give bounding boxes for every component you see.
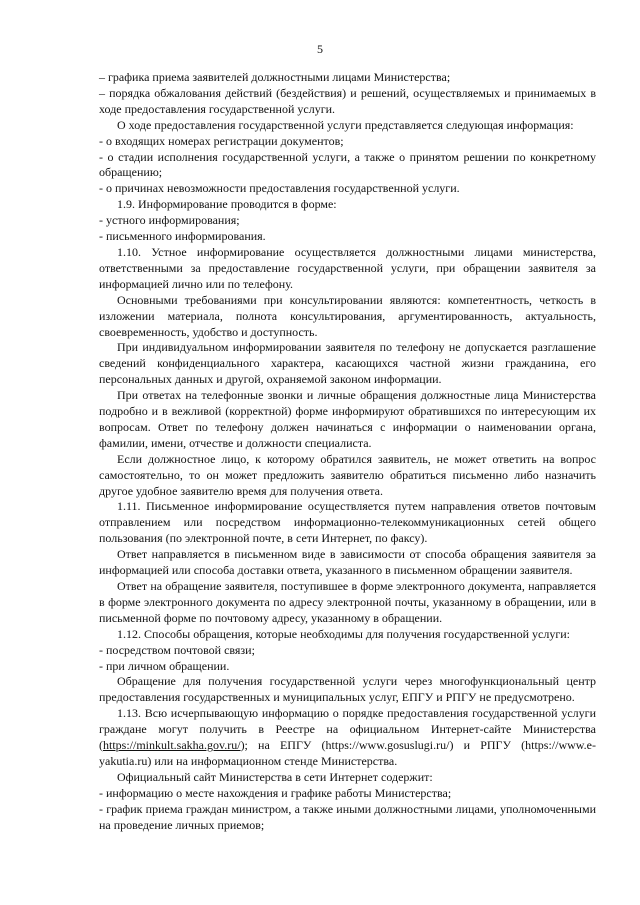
paragraph-1-9: 1.9. Информирование проводится в форме:	[117, 197, 337, 212]
paragraph-phone-answers: При ответах на телефонные звонки и личные обращения должностные лица Министерства подробно и в вежливой (корректной) форме информируют обратившихся по интересующим их вопросам. Ответ по телефону должен начинаться с информации о наименовании органа, фамилии, имени, отчестве и должности специалиста.	[99, 388, 596, 450]
paragraph-consulting-requirements: Основными требованиями при консультировании являются: компетентность, четкость в изложении материала, полнота консультирования, аргументированность, актуальность, своевременность, удобство и доступность.	[99, 292, 596, 339]
paragraph-electronic-response: Ответ на обращение заявителя, поступившее в форме электронного документа, направляется в форме электронного документа по адресу электронной почты, указанному в обращении, или в письменной форме по почтовому адресу, указанному в обращении.	[99, 579, 596, 625]
list-item-registration-numbers: - о входящих номерах регистрации документов;	[99, 133, 344, 148]
paragraph-1-12: 1.12. Способы обращения, которые необходимы для получения государственной услуги:	[117, 626, 570, 641]
ministry-website-link[interactable]: https://minkult.sakha.gov.ru/	[103, 738, 241, 753]
list-item-personal: - при личном обращении.	[99, 658, 230, 673]
paragraph-1-13	[99, 706, 596, 770]
paragraph-1-11: 1.11. Письменное информирование осуществляется путем направления ответов почтовым отправлением или посредством информационно-телекоммуникационных сетей общего пользования (по электронной почте, в сети Интернет, по факсу).	[99, 499, 596, 546]
bullet-schedule-reception: – графика приема заявителей должностными лицами Министерства;	[99, 70, 451, 84]
paragraph-1-10: 1.10. Устное информирование осуществляется должностными лицами министерства, ответственными за предоставление государственной услуги, при обращении заявителя за информацией лично или по телефону.	[99, 244, 596, 291]
paragraph-official-site: Официальный сайт Министерства в сети Интернет содержит:	[117, 769, 433, 784]
list-item-execution-stage: - о стадии исполнения государственной услуги, а также о принятом решении по конкретному обращению;	[99, 149, 596, 180]
document-body	[99, 70, 596, 834]
list-item-impossibility-reasons: - о причинах невозможности предоставления государственной услуги.	[99, 181, 460, 196]
paragraph-1-13-text-before-link: 1.13. Всю исчерпывающую информацию о порядке предоставления государственной услуги граждане могут получить в Реестре на официальном Интернет-сайте Министерства (	[99, 706, 596, 753]
list-item-oral: - устного информирования;	[99, 213, 240, 228]
paragraph-1-13-text-after-link: ); на ЕПГУ (https://www.gosuslugi.ru/) и РПГУ (https://www.e-yakutia.ru) или на информационном стенде Министерства.	[99, 738, 596, 768]
paragraph-written-response: Ответ направляется в письменном виде в зависимости от способа обращения заявителя за информацией или способа доставки ответа, указанного в письменном обращении заявителя.	[99, 547, 596, 578]
paragraph-mfc: Обращение для получения государственной услуги через многофункциональный центр предоставления государственных и муниципальных услуг, ЕПГУ и РПГУ не предусмотрено.	[99, 674, 596, 705]
paragraph-progress-info: О ходе предоставления государственной услуги представляется следующая информация:	[117, 117, 574, 132]
list-item-postal: - посредством почтовой связи;	[99, 642, 255, 657]
list-item-reception-schedule: - график приема граждан министром, а также иными должностными лицами, уполномоченными на проведение личных приемов;	[99, 801, 596, 832]
bullet-appeal-procedure: – порядка обжалования действий (бездействия) и решений, осуществляемых и принимаемых в ходе предоставления государственной услуги.	[99, 85, 596, 116]
list-item-written: - письменного информирования.	[99, 229, 266, 244]
list-item-location-schedule: - информацию о месте нахождения и графике работы Министерства;	[99, 785, 452, 800]
paragraph-phone-privacy: При индивидуальном информировании заявителя по телефону не допускается разглашение сведений конфиденциального характера, касающихся частной жизни гражданина, его персональных данных и другой, охраняемой законом информации.	[99, 340, 596, 387]
page-number: 5	[317, 42, 323, 56]
paragraph-unable-to-answer: Если должностное лицо, к которому обратился заявитель, не может ответить на вопрос самостоятельно, то он может предложить заявителю обратиться письменно либо назначить другое удобное заявителю время для получения ответа.	[99, 451, 596, 498]
